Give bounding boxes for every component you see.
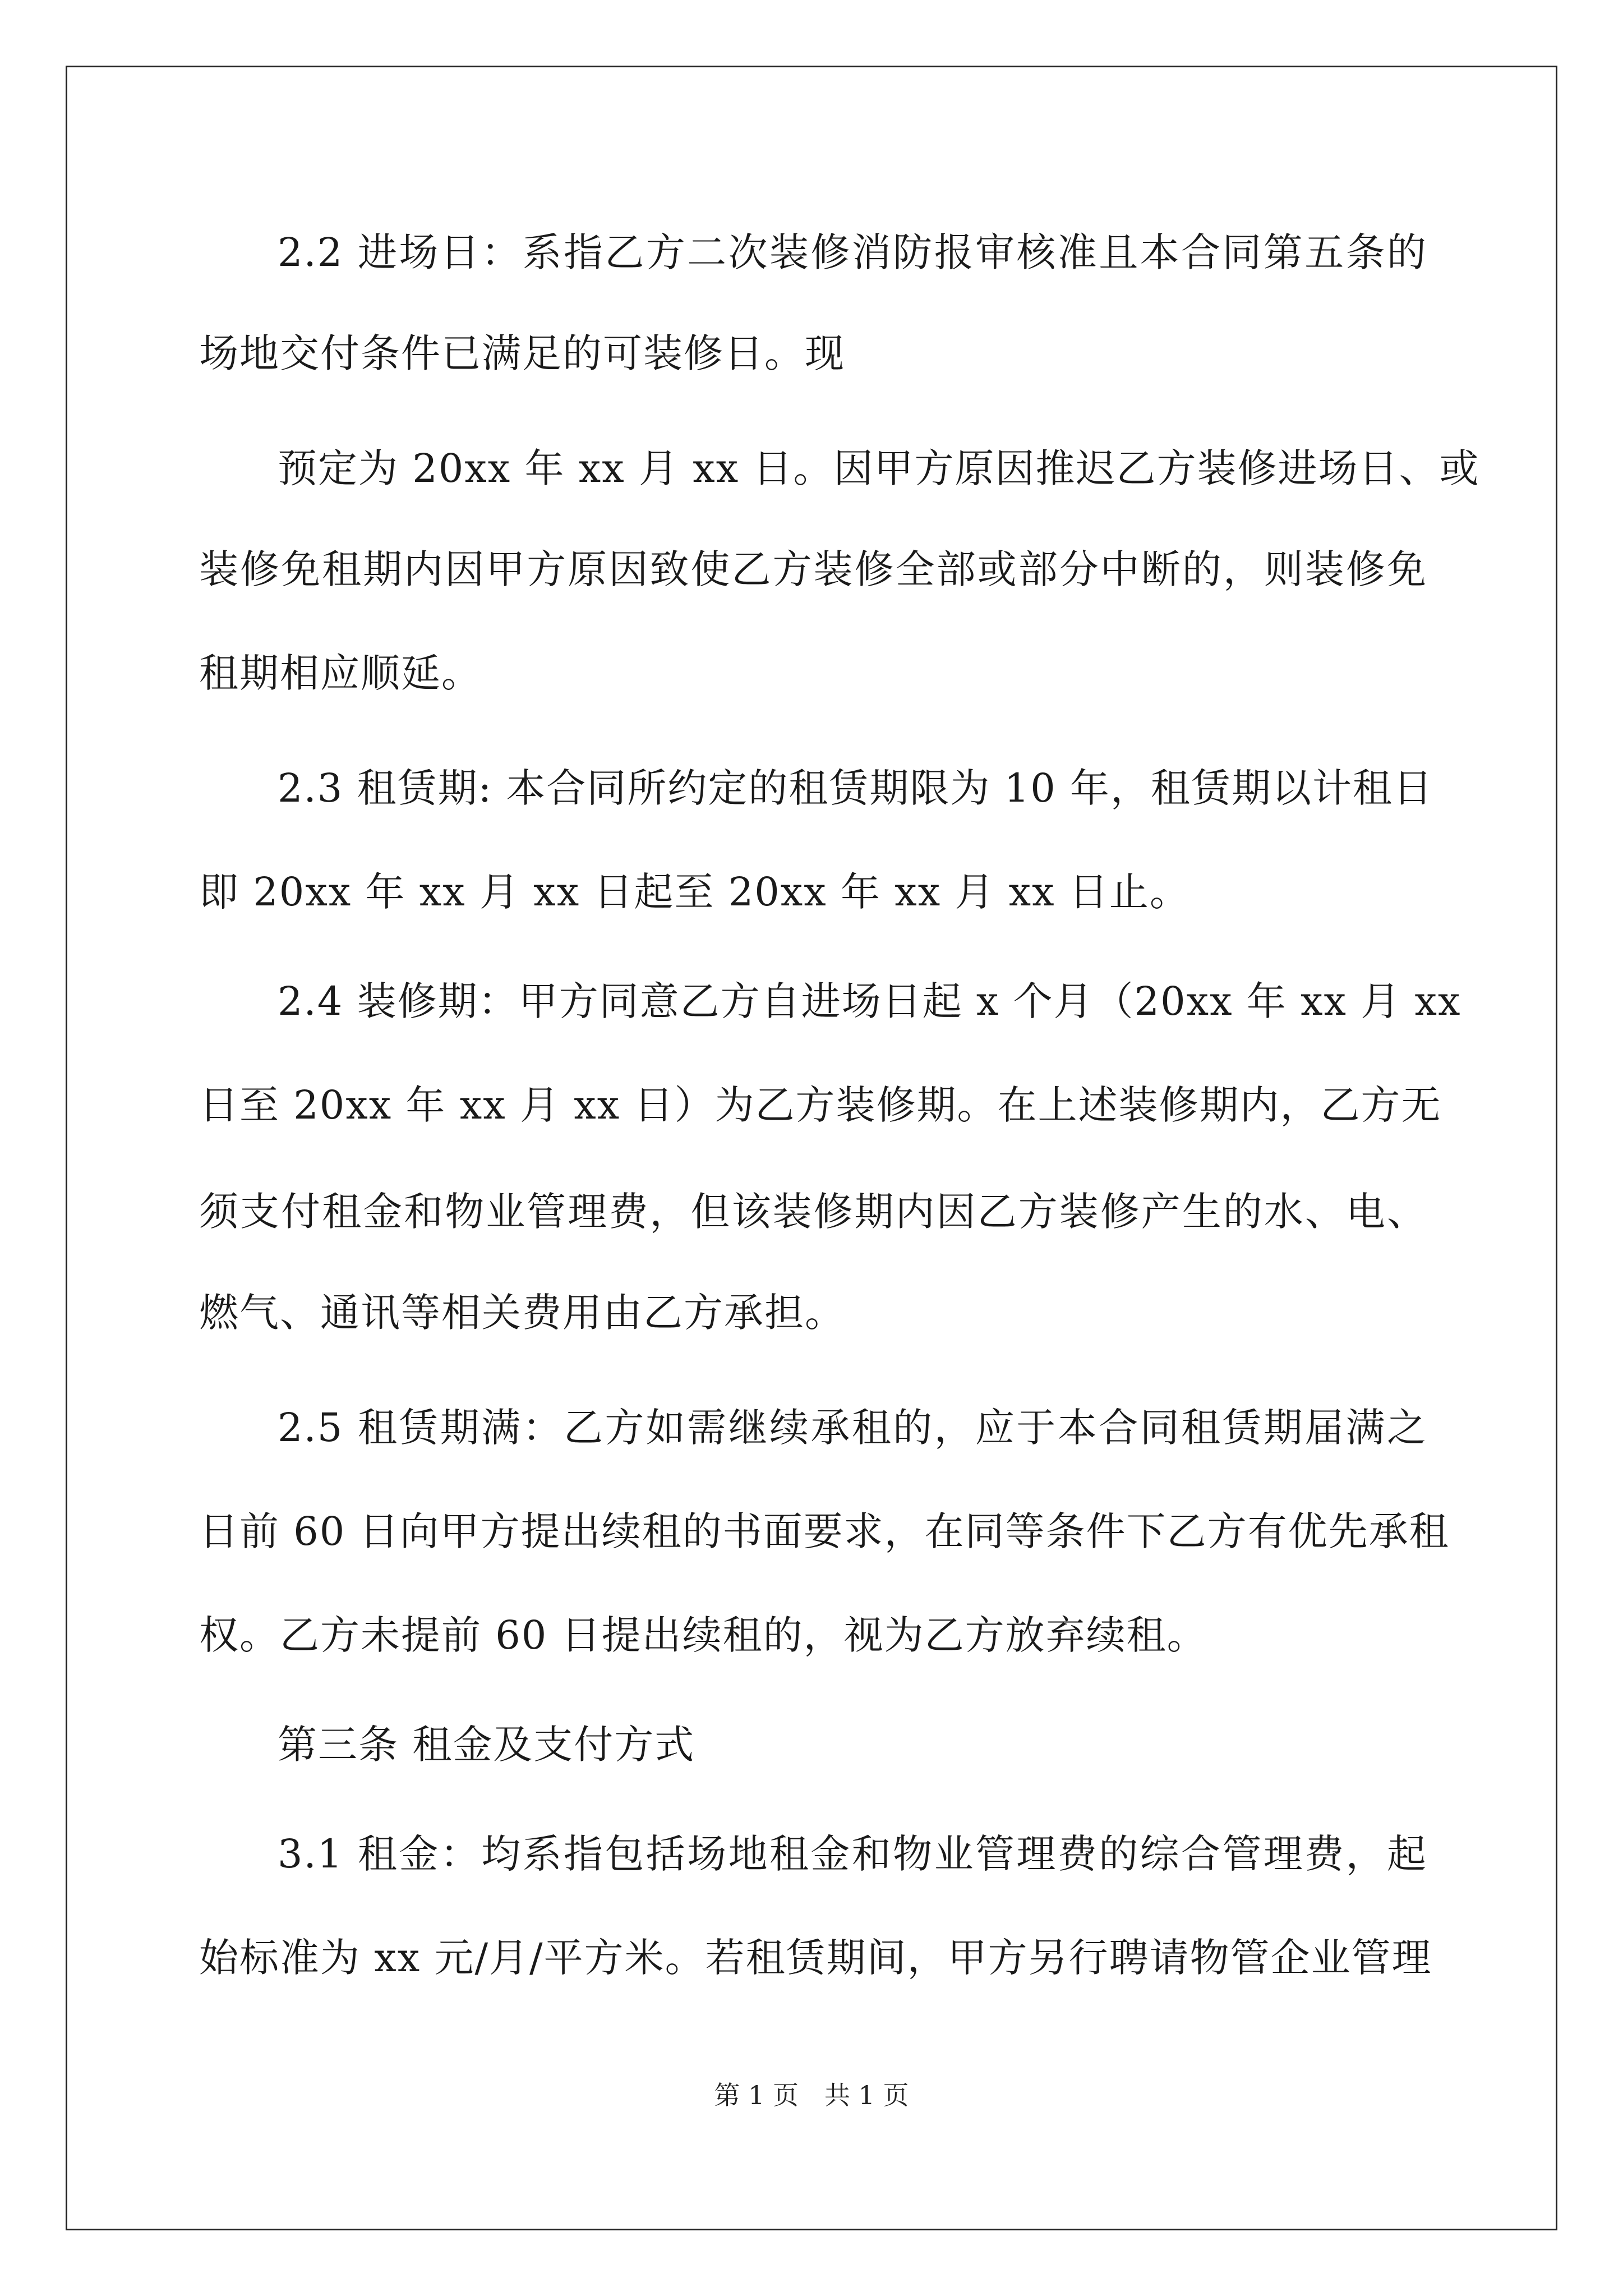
text-line: 装修免租期内因甲方原因致使乙方装修全部或部分中断的，则装修免 [199,546,1427,592]
text-line: 始标准为 xx 元/月/平方米。若租赁期间，甲方另行聘请物管企业管理 [199,1935,1432,1981]
text-line: 租期相应顺延。 [199,650,482,696]
text-line: 场地交付条件已满足的可装修日。现 [199,330,845,376]
page-number-footer: 第 1 页 共 1 页 [714,2080,909,2110]
text-line: 即 20xx 年 xx 月 xx 日起至 20xx 年 xx 月 xx 日止。 [199,869,1190,915]
text-line: 2.2 进场日：系指乙方二次装修消防报审核准且本合同第五条的 [278,229,1427,275]
page-border [66,66,1557,2230]
text-line: 2.5 租赁期满：乙方如需继续承租的，应于本合同租赁期届满之 [278,1405,1427,1451]
text-line: 预定为 20xx 年 xx 月 xx 日。因甲方原因推迟乙方装修进场日、或 [278,445,1480,491]
text-line: 权。乙方未提前 60 日提出续租的，视为乙方放弃续租。 [199,1612,1207,1658]
text-line: 燃气、通讯等相关费用由乙方承担。 [199,1290,845,1336]
text-line: 2.3 租赁期: 本合同所约定的租赁期限为 10 年，租赁期以计租日 [278,765,1433,811]
text-line: 日前 60 日向甲方提出续租的书面要求，在同等条件下乙方有优先承租 [199,1508,1450,1554]
text-line: 须支付租金和物业管理费，但该装修期内因乙方装修产生的水、电、 [199,1189,1427,1235]
section-heading: 第三条 租金及支付方式 [278,1722,695,1768]
text-line: 3.1 租金：均系指包括场地租金和物业管理费的综合管理费，起 [278,1831,1427,1877]
text-line: 日至 20xx 年 xx 月 xx 日）为乙方装修期。在上述装修期内，乙方无 [199,1082,1442,1128]
text-line: 2.4 装修期：甲方同意乙方自进场日起 x 个月（20xx 年 xx 月 xx [278,978,1461,1024]
